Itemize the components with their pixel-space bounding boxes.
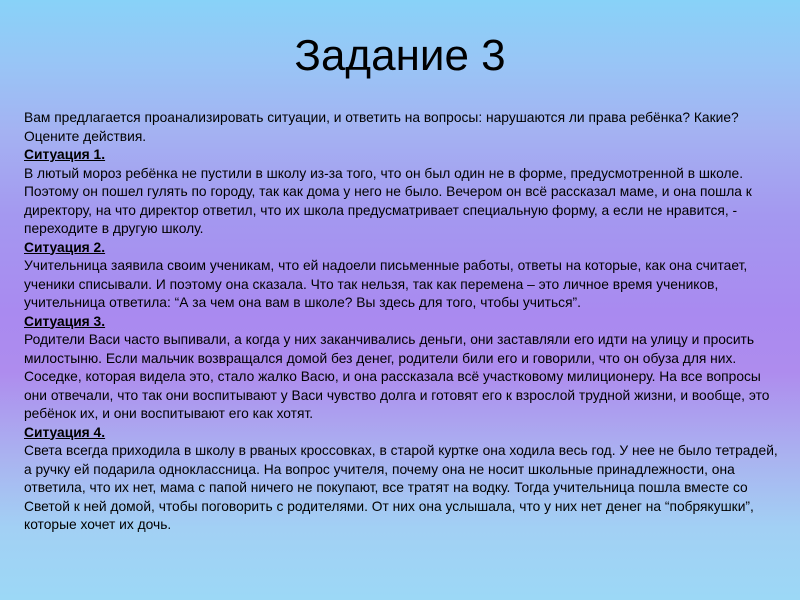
situation-4-text: Света всегда приходила в школу в рваных кроссовках, в старой куртке она ходила весь год. У нее не было тетрадей, а ручку ей подарила одноклассница. На вопрос учителя, почему она не носит школьные принадлежности, она ответила, что их нет, мама с папой ничего не покупают, все тратят на водку. Тогда учительница пошла вместе со Светой к ней домой, чтобы поговорить с родителями. От них она услышала, что у них нет денег на “побрякушки”, которые хочет их дочь. (24, 443, 778, 532)
situation-3-heading: Ситуация 3. (24, 313, 106, 329)
intro-text: Вам предлагается проанализировать ситуации, и ответить на вопросы: нарушаются ли права ребёнка? Какие? Оцените действия. (24, 110, 739, 144)
situation-2-text: Учительница заявила своим ученикам, что ей надоели письменные работы, ответы на которые, как она считает, ученики списывали. И поэтому она сказала. Что так нельзя, так как перемена – это личное время учеников, учительница ответила: “А за чем она вам в школе? Вы здесь для того, чтобы учиться”. (24, 258, 748, 310)
situation-2-heading: Ситуация 2. (24, 239, 106, 255)
situation-3-text: Родители Васи часто выпивали, а когда у них заканчивались деньги, они заставляли его идти на улицу и просить милостыню. Если мальчик возвращался домой без денег, родители били его и говорили, что он обуза для них. Соседке, которая видела это, стало жалко Васю, и она рассказала всё участковому милиционеру. На все вопросы они отвечали, что так они воспитывают у Васи чувство долга и готовят его к взрослой трудной жизни, и вообще, это ребёнок их, и они воспитывают его как хотят. (24, 332, 770, 421)
situation-1-text: В лютый мороз ребёнка не пустили в школу из-за того, что он был один не в форме, предусмотренной в школе. Поэтому он пошел гулять по городу, так как дома у него не было. Вечером он всё рассказал маме, и она пошла к директору, на что директор ответил, что их школа предусматривает специальную форму, а если не нравится, - переходите в другую школу. (24, 165, 752, 236)
situation-1-heading: Ситуация 1. (24, 147, 106, 162)
slide-title: Задание 3 (294, 31, 506, 80)
situation-4-heading: Ситуация 4. (24, 424, 106, 440)
slide-content (24, 109, 782, 535)
